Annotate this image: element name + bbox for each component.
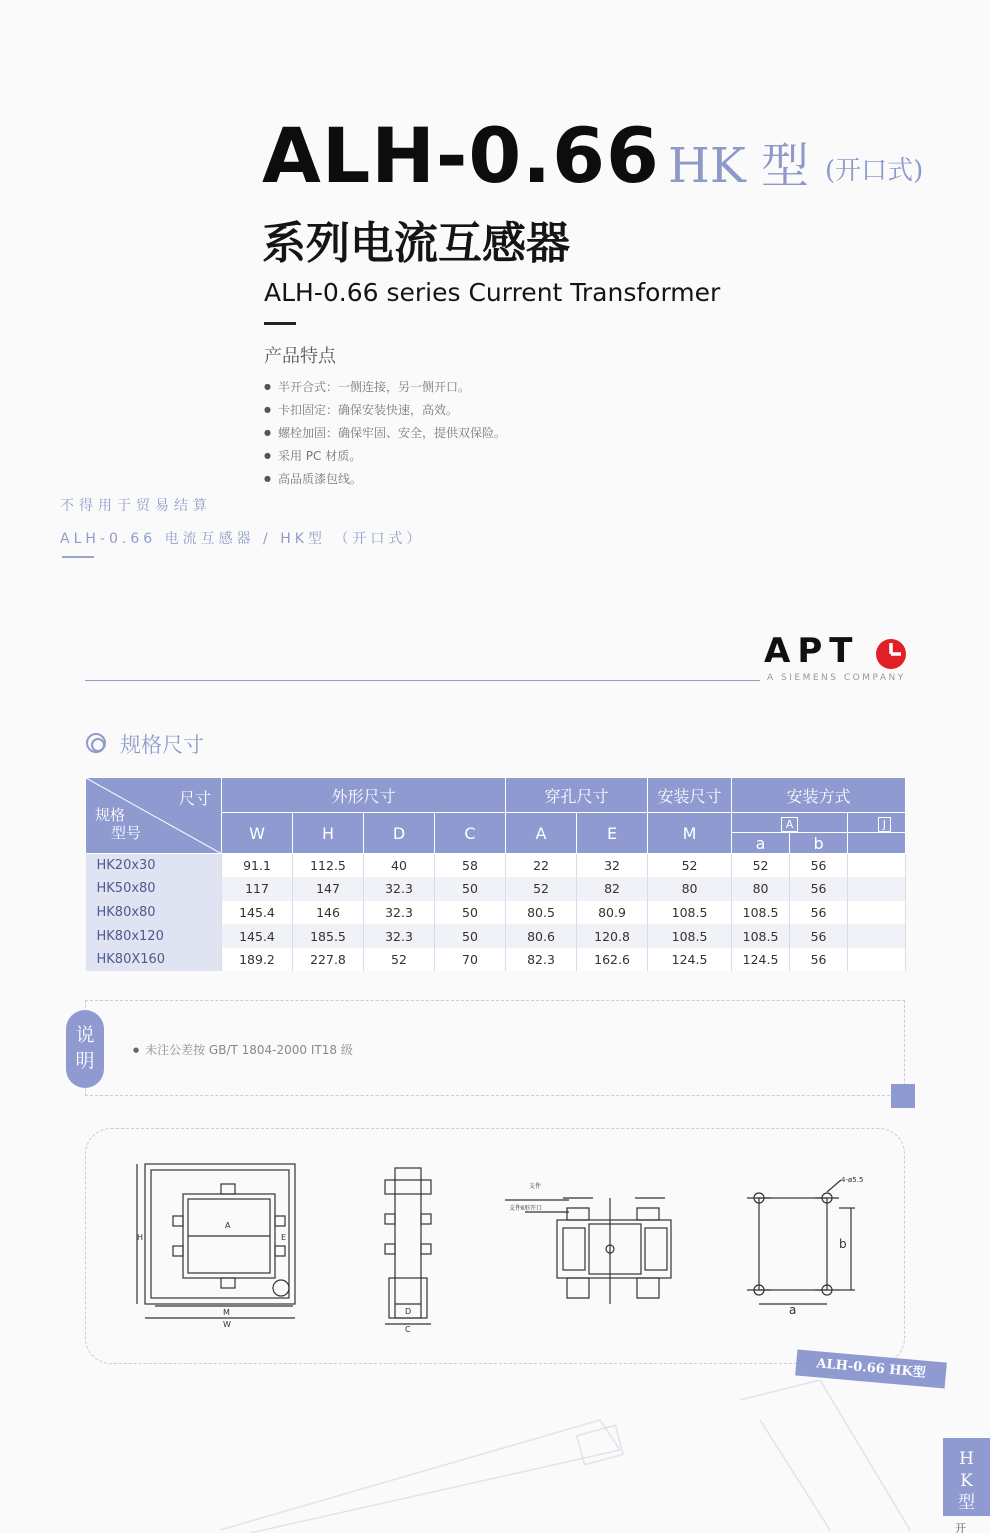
- empty-cell: [848, 948, 906, 972]
- value-cell: 147: [293, 877, 364, 901]
- model-cell: HK20x30: [86, 854, 222, 878]
- feature-item: ● 采用 PC 材质。: [264, 447, 361, 464]
- description-tab-label: 说明: [75, 1024, 95, 1072]
- value-cell: 56: [790, 948, 848, 972]
- note-divider: [62, 556, 94, 558]
- method-a-label: A: [781, 817, 799, 832]
- product-series-note: ALH-0.66 电流互感器 / HK型 （开口式）: [60, 531, 425, 547]
- empty-cell: [848, 924, 906, 948]
- drawing-label-support-open: 支件Ⅱ形开口: [509, 1205, 542, 1212]
- value-cell: 32: [577, 854, 648, 878]
- feature-item: ● 半开合式：一侧连接，另一侧开口。: [264, 378, 470, 395]
- value-cell: 108.5: [648, 901, 732, 925]
- value-cell: 80.9: [577, 901, 648, 925]
- feature-item: ● 卡扣固定：确保安装快速，高效。: [264, 401, 458, 418]
- value-cell: 40: [364, 854, 435, 878]
- value-cell: 70: [435, 948, 506, 972]
- decorative-square: [891, 1084, 915, 1108]
- table-row: [86, 924, 906, 948]
- product-model-title: ALH-0.66: [262, 111, 660, 200]
- corner-label-spec: 规格: [95, 806, 126, 824]
- side-view-drawing: [385, 1168, 431, 1324]
- model-cell: HK80X160: [86, 948, 222, 972]
- value-cell: 117: [222, 877, 293, 901]
- value-cell: 162.6: [577, 948, 648, 972]
- value-cell: 108.5: [648, 924, 732, 948]
- group-header-hole: 穿孔尺寸: [506, 778, 648, 813]
- drawing-label-mount-a: a: [789, 1303, 797, 1317]
- open-type-label: (开口式): [825, 156, 924, 186]
- value-cell: 56: [790, 901, 848, 925]
- value-cell: 227.8: [293, 948, 364, 972]
- column-header: H: [293, 813, 364, 854]
- value-cell: 91.1: [222, 854, 293, 878]
- spec-section-title: 规格尺寸: [120, 733, 204, 757]
- value-cell: 32.3: [364, 901, 435, 925]
- drawing-label-h: H: [137, 1233, 144, 1242]
- value-cell: 80.6: [506, 924, 577, 948]
- side-tab-label: HK型: [958, 1449, 975, 1513]
- corner-label-model: 型号: [111, 824, 142, 842]
- value-cell: 32.3: [364, 877, 435, 901]
- drawing-label-hole-spec: 4-ø5.5: [841, 1176, 864, 1184]
- product-title-en: ALH-0.66 series Current Transformer: [264, 278, 721, 307]
- value-cell: 145.4: [222, 901, 293, 925]
- table-corner-header: [86, 778, 222, 854]
- empty-cell: [848, 854, 906, 878]
- drawing-label-a: A: [225, 1221, 231, 1230]
- value-cell: 124.5: [648, 948, 732, 972]
- features-title: 产品特点: [264, 346, 336, 367]
- table-row: [86, 877, 906, 901]
- value-cell: 52: [732, 854, 790, 878]
- series-tag: ALH-0.66 HK型: [795, 1350, 947, 1389]
- feature-item: ● 螺栓加固：确保牢固、安全，提供双保险。: [264, 424, 506, 441]
- drawing-label-mount-b: b: [839, 1237, 847, 1251]
- table-row: [86, 948, 906, 972]
- brand-subtitle: A SIEMENS COMPANY: [767, 673, 906, 683]
- product-title-cn: 系列电流互感器: [262, 218, 570, 269]
- value-cell: 108.5: [732, 924, 790, 948]
- value-cell: 52: [648, 854, 732, 878]
- model-cell: HK80x80: [86, 901, 222, 925]
- column-header: D: [364, 813, 435, 854]
- front-view-drawing: [137, 1164, 295, 1318]
- value-cell: 56: [790, 854, 848, 878]
- drawing-label-d: D: [405, 1307, 412, 1316]
- value-cell: 22: [506, 854, 577, 878]
- group-header-method: 安装方式: [732, 778, 906, 813]
- value-cell: 112.5: [293, 854, 364, 878]
- side-tab-below: 开: [955, 1522, 966, 1533]
- value-cell: 189.2: [222, 948, 293, 972]
- value-cell: 82: [577, 877, 648, 901]
- value-cell: 145.4: [222, 924, 293, 948]
- drawing-label-c: C: [405, 1325, 411, 1334]
- empty-cell: [848, 901, 906, 925]
- drawing-label-support: 支件: [529, 1183, 542, 1190]
- value-cell: 50: [435, 877, 506, 901]
- description-tab: [66, 1010, 104, 1088]
- feature-item: ● 高品质漆包线。: [264, 470, 362, 487]
- product-type-title: HK 型: [668, 138, 809, 194]
- value-cell: 120.8: [577, 924, 648, 948]
- column-header: W: [222, 813, 293, 854]
- technical-drawings: [85, 1128, 905, 1364]
- column-header: a: [732, 833, 790, 854]
- corner-label-size: 尺寸: [178, 789, 211, 808]
- value-cell: 185.5: [293, 924, 364, 948]
- value-cell: 50: [435, 924, 506, 948]
- drawing-label-m: M: [223, 1308, 230, 1317]
- value-cell: 146: [293, 901, 364, 925]
- trade-settlement-note: 不得用于贸易结算: [60, 498, 212, 514]
- header-divider: [85, 680, 760, 681]
- group-header-mount: 安装尺寸: [648, 778, 732, 813]
- tolerance-note: ● 未注公差按 GB/T 1804-2000 IT18 级: [133, 1041, 353, 1058]
- value-cell: 52: [364, 948, 435, 972]
- empty-cell: [848, 877, 906, 901]
- model-cell: HK50x80: [86, 877, 222, 901]
- bracket-view-drawing: [505, 1198, 671, 1304]
- column-header: A: [506, 813, 577, 854]
- drawing-label-w: W: [223, 1320, 231, 1329]
- value-cell: 32.3: [364, 924, 435, 948]
- value-cell: 56: [790, 924, 848, 948]
- column-header: b: [790, 833, 848, 854]
- table-row: [86, 901, 906, 925]
- drawing-label-e: E: [281, 1233, 287, 1242]
- title-divider: [264, 322, 296, 325]
- value-cell: 80: [648, 877, 732, 901]
- value-cell: 108.5: [732, 901, 790, 925]
- column-header: C: [435, 813, 506, 854]
- column-header: E: [577, 813, 648, 854]
- value-cell: 56: [790, 877, 848, 901]
- side-tab: [943, 1438, 990, 1516]
- column-header: M: [648, 813, 732, 854]
- value-cell: 80: [732, 877, 790, 901]
- spec-table: [85, 777, 906, 971]
- value-cell: 50: [435, 901, 506, 925]
- value-cell: 80.5: [506, 901, 577, 925]
- model-cell: HK80x120: [86, 924, 222, 948]
- group-header-outer: 外形尺寸: [222, 778, 506, 813]
- brand-logo: APT: [764, 631, 860, 671]
- value-cell: 52: [506, 877, 577, 901]
- value-cell: 82.3: [506, 948, 577, 972]
- value-cell: 58: [435, 854, 506, 878]
- table-row: [86, 854, 906, 878]
- method-j-label: J: [878, 817, 891, 832]
- background-sketch: [220, 1380, 920, 1533]
- target-icon: [86, 733, 106, 753]
- brand-logo-dot-icon: [876, 639, 906, 669]
- value-cell: 124.5: [732, 948, 790, 972]
